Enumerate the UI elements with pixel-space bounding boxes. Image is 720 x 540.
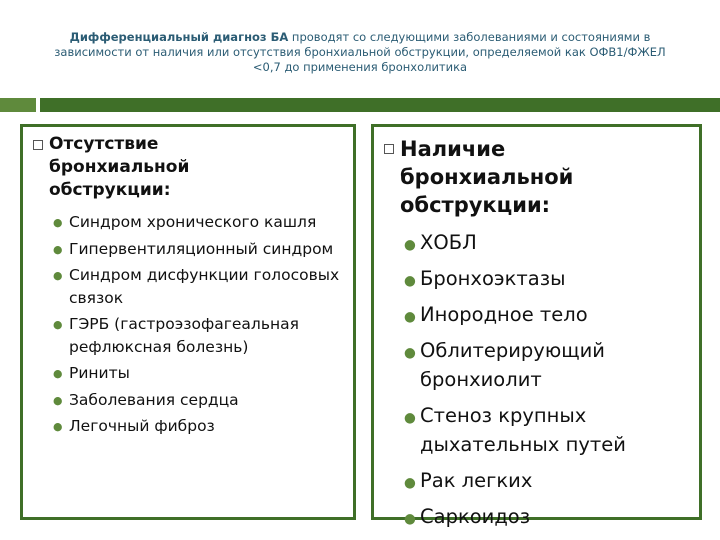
bullet-icon: ●	[53, 393, 63, 407]
list-obstruction	[404, 228, 699, 538]
bullet-icon: ●	[404, 237, 416, 253]
list-no-obstruction	[53, 211, 343, 442]
bullet-icon: ●	[404, 511, 416, 527]
bullet-icon: ●	[53, 367, 63, 380]
list-item: ● Стеноз крупных дыхательных путей	[404, 404, 626, 456]
list-item: ● Синдром дисфункции голосовых связок	[53, 266, 340, 307]
bullet-icon: ●	[404, 273, 416, 289]
list-item: ● ГЭРБ (гастроэзофагеальная рефлюксная болезнь)	[53, 315, 299, 356]
bullet-icon: ●	[404, 410, 416, 426]
list-item: ● Легочный фиброз	[53, 415, 343, 438]
decorative-bar-right	[40, 98, 720, 112]
checkbox-bullet-icon	[384, 144, 394, 154]
bullet-icon: ●	[404, 475, 416, 491]
bullet-icon: ●	[404, 309, 416, 325]
list-item: ● Саркоидоз	[404, 502, 699, 531]
bullet-icon: ●	[53, 242, 63, 256]
bullet-icon: ●	[53, 269, 63, 282]
bullet-icon: ●	[404, 345, 416, 361]
list-item: ● Гипервентиляционный синдром	[53, 238, 343, 261]
list-item: ● Риниты	[53, 362, 343, 385]
title-rest: проводят со следующими заболеваниями и состояниями в зависимости от наличия или отсутствия бронхиальной обструкции, определяемой как ОФВ1/ФЖЕЛ <0,7 до применения бронхолитика	[54, 30, 666, 74]
panel-obstruction	[371, 124, 702, 528]
checkbox-bullet-icon	[33, 140, 43, 150]
page-title	[40, 30, 680, 75]
bullet-icon: ●	[53, 420, 63, 433]
list-item: ● Заболевания сердца	[53, 389, 343, 412]
list-item: ● Инородное тело	[404, 300, 699, 329]
list-item: ● Бронхоэктазы	[404, 264, 699, 293]
panel-heading: Наличие бронхиальной обструкции:	[400, 137, 574, 217]
list-item: ● Рак легких	[404, 466, 699, 495]
decorative-bar-left	[0, 98, 36, 112]
panel-heading: Отсутствие бронхиальной обструкции:	[49, 134, 190, 200]
bullet-icon: ●	[53, 216, 63, 229]
bullet-icon: ●	[53, 318, 63, 331]
list-item: ● ХОБЛ	[404, 228, 699, 257]
title-bold: Дифференциальный диагноз БА	[69, 30, 289, 44]
list-item: ● Облитерирующий бронхиолит	[404, 339, 605, 391]
panel-no-obstruction	[20, 124, 356, 520]
list-item: ● Синдром хронического кашля	[53, 211, 343, 234]
